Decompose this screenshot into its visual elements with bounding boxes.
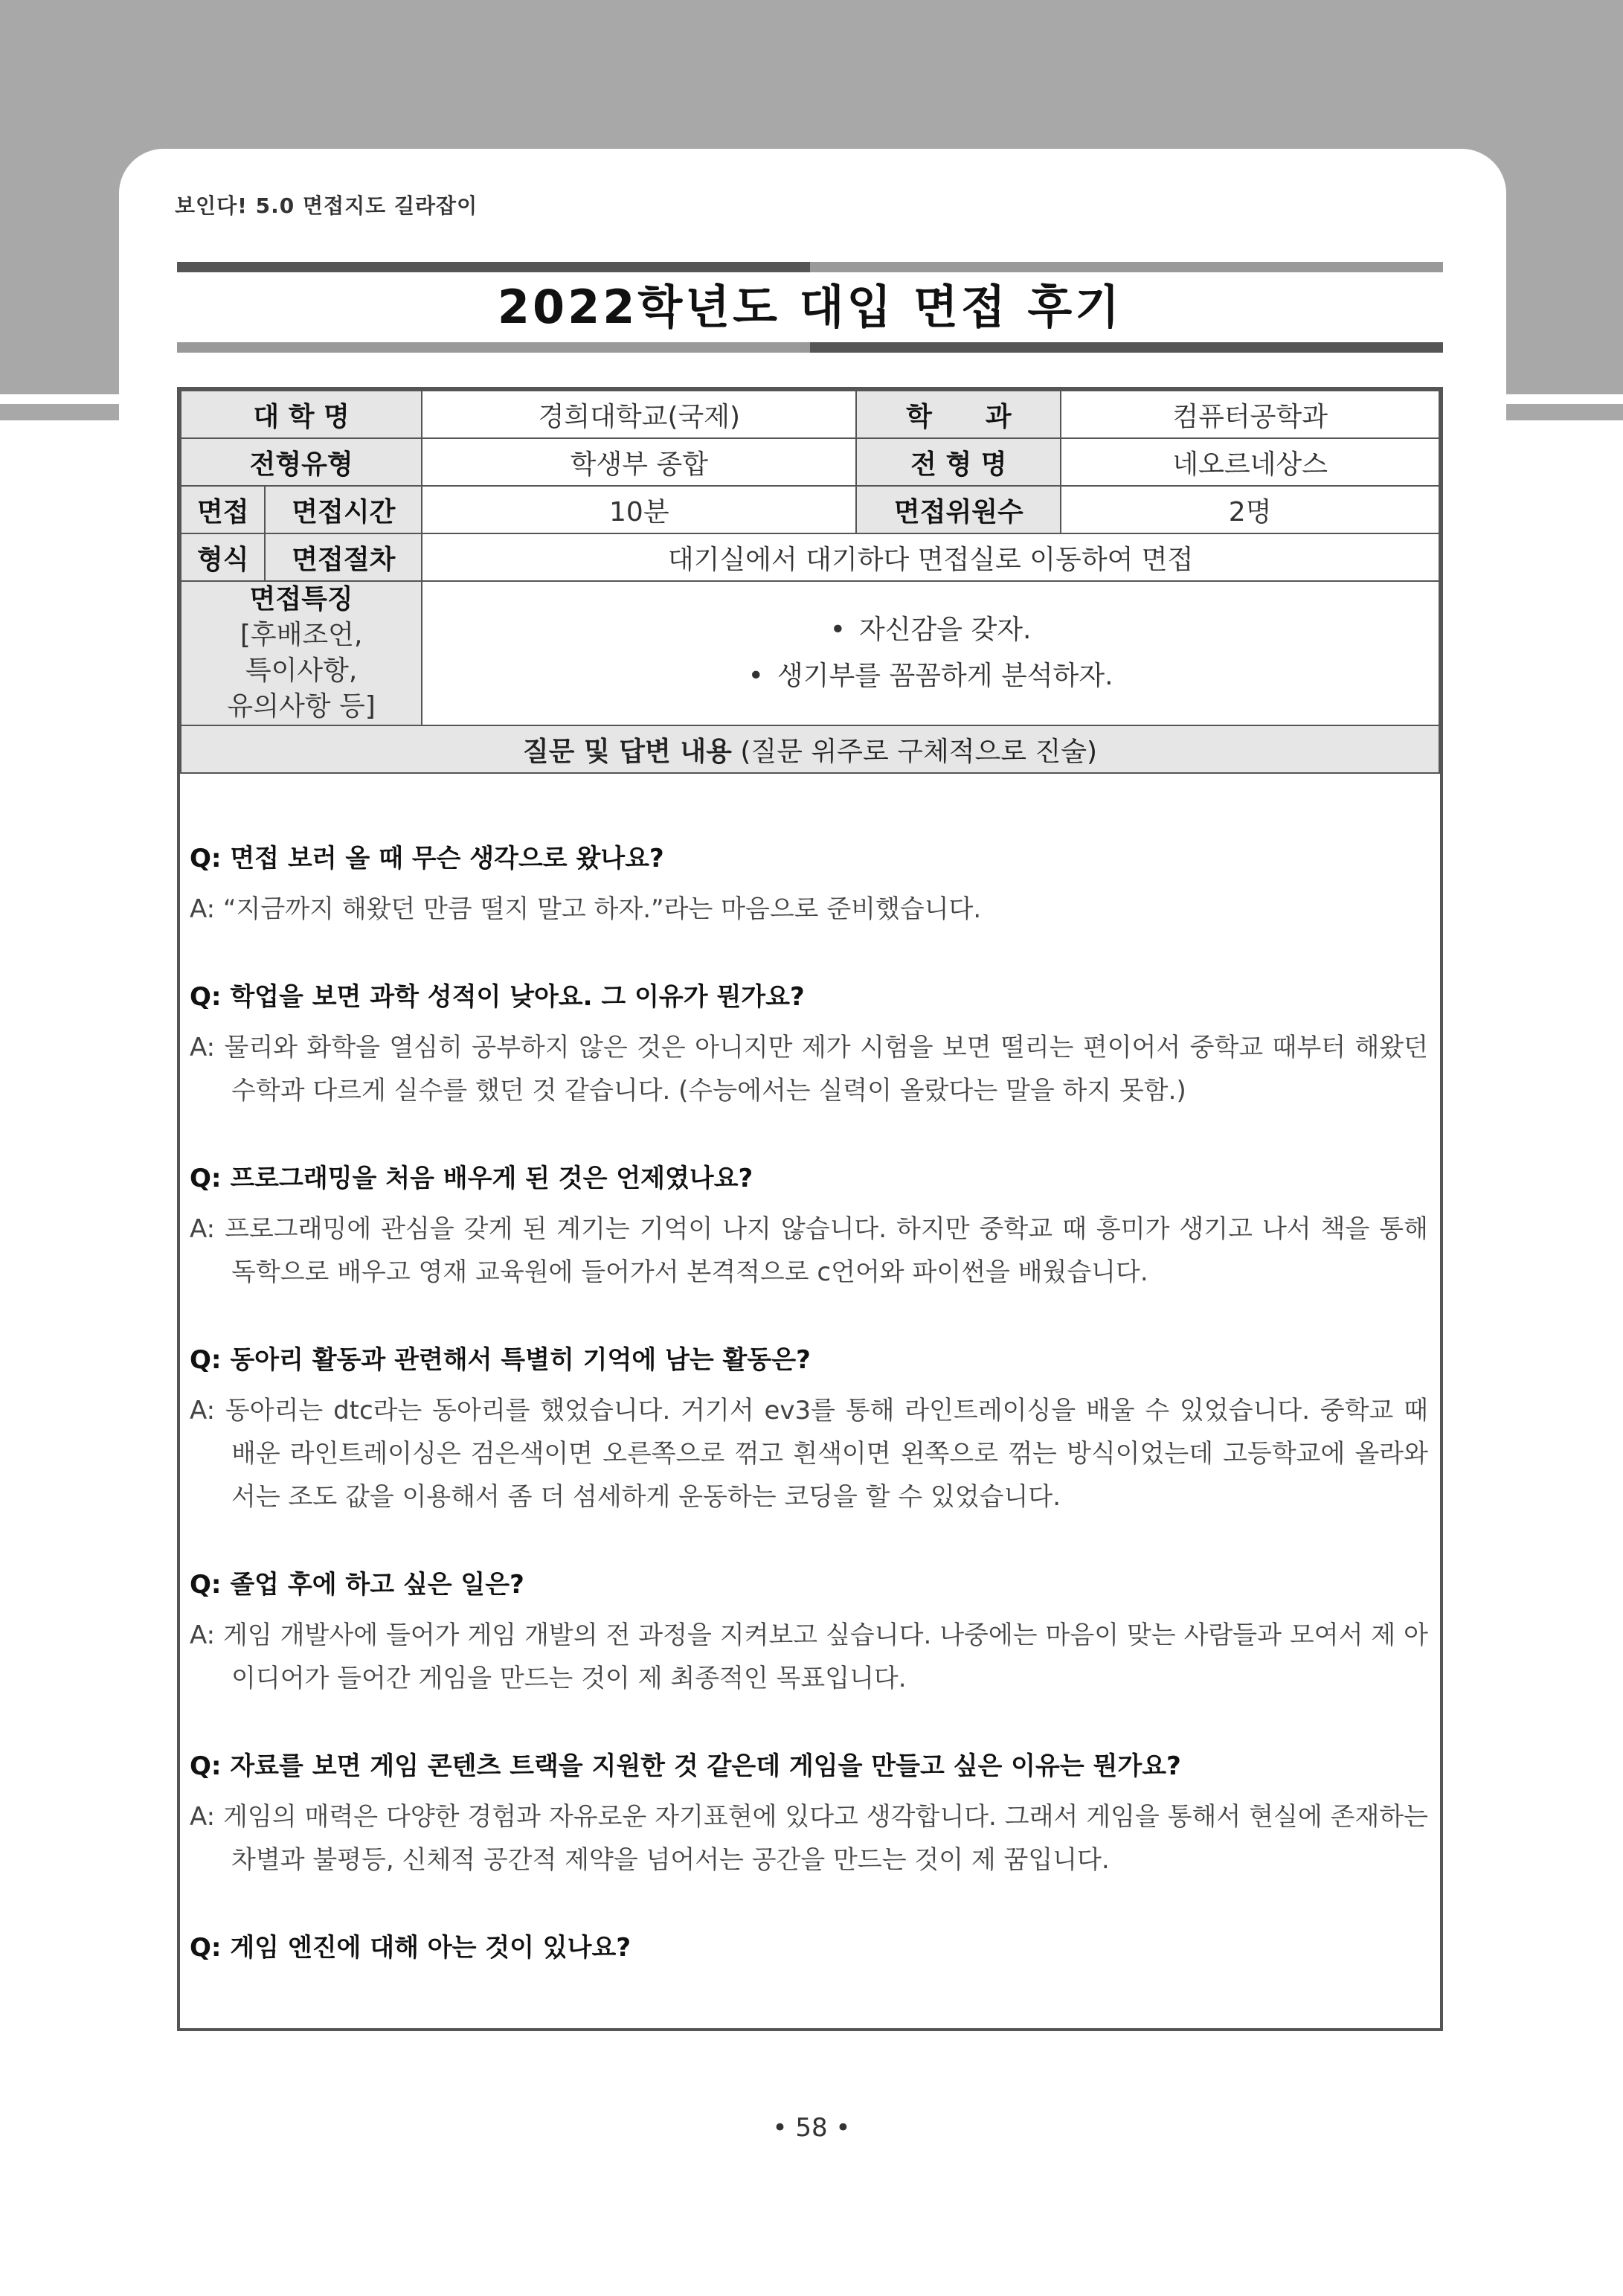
interview-info-table (180, 390, 1440, 774)
qa-item (190, 1563, 1428, 1700)
answer: A: 프로그래밍에 관심을 갖게 된 계기는 기억이 나지 않습니다. 하지만 중학교 때 흥미가 생기고 나서 책을 통해 독학으로 배우고 영재 교육원에 들어가서 본격적으로 c언어와 파이썬을 배웠습니다. (190, 1214, 1428, 1287)
answer: A: “지금까지 해왔던 만큼 떨지 말고 하자.”라는 마음으로 준비했습니다. (190, 894, 982, 924)
title-rule-top (177, 262, 1443, 272)
dept-value: 컴퓨터공학과 (1061, 391, 1439, 438)
interviewers-label: 면접위원수 (856, 486, 1061, 533)
feature-item: • 생기부를 꼼꼼하게 분석하자. (422, 653, 1439, 699)
side-bar-right (1506, 404, 1623, 420)
qa-item (190, 837, 1428, 931)
features-label-line-2: [후배조언, (240, 620, 363, 650)
qa-item (190, 975, 1428, 1112)
answer: A: 게임 개발사에 들어가 게임 개발의 전 과정을 지켜보고 싶습니다. 나중에는 마음이 맞는 사람들과 모여서 제 아이디어가 들어간 게임을 만드는 것이 제 최종적인 목표입니다. (190, 1620, 1428, 1693)
answer: A: 물리와 화학을 열심히 공부하지 않은 것은 아니지만 제가 시험을 보면 떨리는 편이어서 중학교 때부터 해왔던 수학과 다르게 실수를 했던 것 같습니다. (수능에서는 실력이 올랐다는 말을 하지 못함.) (190, 1033, 1428, 1106)
question: Q: 동아리 활동과 관련해서 특별히 기억에 남는 활동은? (190, 1345, 811, 1375)
time-value: 10분 (422, 486, 856, 533)
answer: A: 게임의 매력은 다양한 경험과 자유로운 자기표현에 있다고 생각합니다. 그래서 게임을 통해서 현실에 존재하는 차별과 불평등, 신체적 공간적 제약을 넘어서는 공간을 만드는 것이 제 꿈입니다. (190, 1802, 1428, 1875)
format-label-bottom: 형식 (181, 533, 265, 581)
row-admission-type (181, 438, 1439, 486)
qa-item (190, 1338, 1428, 1519)
features-label-line-3: 특이사항, (245, 655, 358, 686)
interviewers-value: 2명 (1061, 486, 1439, 533)
procedure-label: 면접절차 (265, 533, 422, 581)
time-label: 면접시간 (265, 486, 422, 533)
side-bar-left (0, 404, 119, 420)
question: Q: 학업을 보면 과학 성적이 낮아요. 그 이유가 뭔가요? (190, 982, 805, 1012)
page-title: 2022학년도 대입 면접 후기 (497, 280, 1123, 334)
running-head: 보인다! 5.0 면접지도 길라잡이 (175, 193, 478, 218)
qa-item (190, 1745, 1428, 1882)
procedure-value: 대기실에서 대기하다 면접실로 이동하여 면접 (422, 533, 1439, 581)
qa-list (190, 837, 1428, 1977)
type-label: 전형유형 (181, 438, 422, 486)
qa-header-bold: 질문 및 답변 내용 (522, 736, 732, 767)
dept-label: 학 과 (856, 391, 1061, 438)
qa-item (190, 1926, 1428, 1969)
track-label: 전 형 명 (856, 438, 1061, 486)
question: Q: 자료를 보면 게임 콘텐츠 트랙을 지원한 것 같은데 게임을 만들고 싶은 이유는 뭔가요? (190, 1751, 1181, 1781)
qa-header (181, 725, 1439, 773)
question: Q: 프로그래밍을 처음 배우게 된 것은 언제였나요? (190, 1164, 753, 1193)
feature-item: • 자신감을 갖자. (422, 607, 1439, 653)
features-label-title: 면접특징 (249, 584, 353, 615)
univ-value: 경희대학교(국제) (422, 391, 856, 438)
features-label (181, 581, 422, 725)
title-rule-bottom (177, 342, 1443, 353)
question: Q: 졸업 후에 하고 싶은 일은? (190, 1570, 524, 1600)
qa-item (190, 1157, 1428, 1294)
page-number: • 58 • (772, 2113, 851, 2143)
row-qa-header (181, 725, 1439, 773)
univ-label: 대 학 명 (181, 391, 422, 438)
track-value: 네오르네상스 (1061, 438, 1439, 486)
format-label-top: 면접 (181, 486, 265, 533)
features-value (422, 581, 1439, 725)
question: Q: 면접 보러 올 때 무슨 생각으로 왔나요? (190, 844, 664, 873)
row-interview-time (181, 486, 1439, 533)
features-label-line-4: 유의사항 등] (227, 691, 376, 722)
answer: A: 동아리는 dtc라는 동아리를 했었습니다. 거기서 ev3를 통해 라인트레이싱을 배울 수 있었습니다. 중학교 때 배운 라인트레이싱은 검은색이면 오른쪽으로 꺾고 흰색이면 왼쪽으로 꺾는 방식이었는데 고등학교에 올라와서는 조도 값을 이용해서 좀 더 섬세하게 운동하는 코딩을 할 수 있었습니다. (190, 1396, 1428, 1512)
row-university (181, 391, 1439, 438)
type-value: 학생부 종합 (422, 438, 856, 486)
question: Q: 게임 엔진에 대해 아는 것이 있나요? (190, 1933, 631, 1963)
qa-header-note: (질문 위주로 구체적으로 진술) (731, 736, 1098, 767)
row-procedure (181, 533, 1439, 581)
row-features (181, 581, 1439, 725)
